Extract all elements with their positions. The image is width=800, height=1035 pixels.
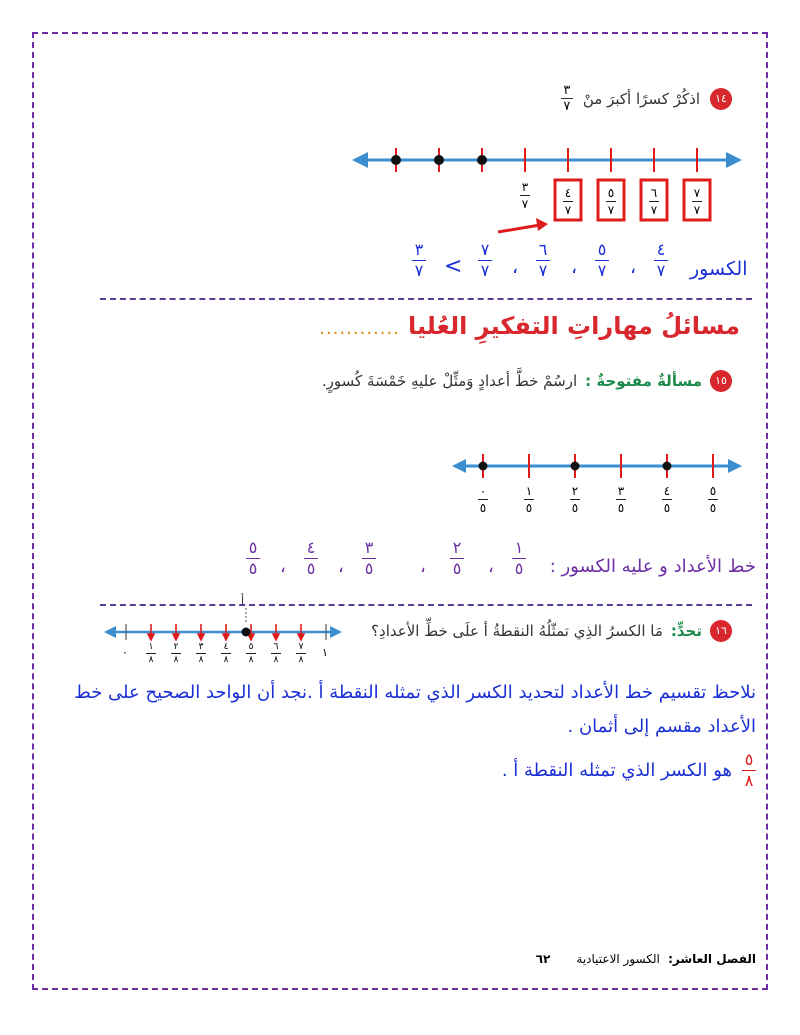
- q15-answer-label: خط الأعداد و عليه الكسور :: [549, 556, 756, 577]
- q15-prompt: ارسُمْ خطَّ أعدادٍ وَمثِّلْ عليهِ خَمْسَةَ كُسورٍ.: [321, 372, 578, 390]
- q16-tick-label-2: ٢ ٨: [169, 642, 183, 665]
- chapter-title: الكسور الاعتيادية: [576, 952, 660, 966]
- q16-prompt: مَا الكسرُ الذِي تمثّلُهُ النقطةُ أ علَى خطِّ الأعدادِ؟: [371, 622, 663, 640]
- chapter-info: [576, 952, 756, 966]
- q16-number-badge: ١٦: [710, 620, 732, 642]
- q15-tick-label-1: ١ ٥: [525, 484, 533, 515]
- q15-number-badge: ١٥: [710, 370, 732, 392]
- page-number: ٦٢: [535, 952, 551, 966]
- q14-tick-label-5-7: ٥ ٧: [607, 186, 615, 217]
- q16-tick-label-7: ٧ ٨: [294, 642, 308, 665]
- q16-axis-start: ٠: [122, 646, 128, 659]
- q15-tick-label-0: ٠ ٥: [479, 484, 487, 515]
- q15-label: مسألةٌ مفتوحةٌ :: [585, 372, 702, 390]
- q14-answer-label: الكسور: [690, 258, 748, 280]
- q14-comparison-sign: <: [444, 254, 463, 279]
- q16-tick-label-4: ٤ ٨: [219, 642, 233, 665]
- q15-tick-label-5: ٥ ٥: [709, 484, 717, 515]
- q16-tick-label-3: ٣ ٨: [194, 642, 208, 665]
- q15-tick-label-4: ٤ ٥: [663, 484, 671, 515]
- q16-label: تحدٍّ:: [670, 622, 702, 640]
- page-footer: [536, 952, 756, 966]
- chapter-label: الفصل العاشر:: [668, 952, 756, 966]
- q16-tick-label-6: ٦ ٨: [269, 642, 283, 665]
- q14-answer-fraction-5-7: ٥ ٧: [595, 242, 609, 279]
- q16-axis-end: ١: [322, 646, 328, 659]
- q14-tick-label-6-7: ٦ ٧: [650, 186, 658, 217]
- q15-tick-label-3: ٣ ٥: [617, 484, 625, 515]
- q14-prompt-fraction: ٣ ٧: [561, 84, 573, 113]
- q16-tick-label-1: ١ ٨: [144, 642, 158, 665]
- q16-answer-fraction: ٥ ٨: [742, 752, 756, 789]
- q15-tick-label-2: ٢ ٥: [571, 484, 579, 515]
- q14-tick-label-7-7: ٧ ٧: [693, 186, 701, 217]
- section-title: مسائلُ مهاراتِ التفكيرِ العُليا: [407, 312, 740, 340]
- q15-answer-fraction-4: ٤ ٥: [304, 540, 318, 577]
- q14-answer-fraction-3-7: ٣ ٧: [412, 242, 426, 279]
- q14-answer-fraction-7-7: ٧ ٧: [478, 242, 492, 279]
- q15-answer: خط الأعداد و عليه الكسور : ١ ٥ ، ٢ ٥ ، ٣ ٥ ، ٤ ٥ ، ٥ ٥: [40, 538, 756, 590]
- q15-answer-fraction-3: ٣ ٥: [362, 540, 376, 577]
- q14-tick-label-4-7: ٤ ٧: [564, 186, 572, 217]
- q15-answer-fraction-1: ١ ٥: [512, 540, 526, 577]
- section-dots: ............: [319, 318, 400, 339]
- q16-point-label: أ: [241, 594, 245, 607]
- q14-answer-fraction-6-7: ٦ ٧: [536, 242, 550, 279]
- q16-tick-label-5: ٥ ٨: [244, 642, 258, 665]
- q16-explanation: نلاحظ تقسيم خط الأعداد لتحديد الكسر الذي تمثله النقطة أ .نجد أن الواحد الصحيح على خط الأعداد مقسم إلى أثمان .: [74, 682, 756, 737]
- q15-answer-fraction-5: ٥ ٥: [246, 540, 260, 577]
- q14-tick-label-3-7: ٣ ٧: [521, 180, 529, 211]
- q14-answer: الكسور ٤ ٧ ، ٥ ٧ ، ٦ ٧ ، ٧ ٧ < ٣ ٧: [40, 238, 756, 290]
- q14-prompt: اذكُرْ كسرًا أكبرَ منْ: [582, 89, 700, 108]
- q16-answer-text: هو الكسر الذي تمثله النقطة أ .: [501, 760, 732, 781]
- q14-number-badge: ١٤: [710, 88, 732, 110]
- q15-answer-fraction-2: ٢ ٥: [450, 540, 464, 577]
- q16-answer: [502, 752, 756, 789]
- q14-answer-fraction-4-7: ٤ ٧: [654, 242, 668, 279]
